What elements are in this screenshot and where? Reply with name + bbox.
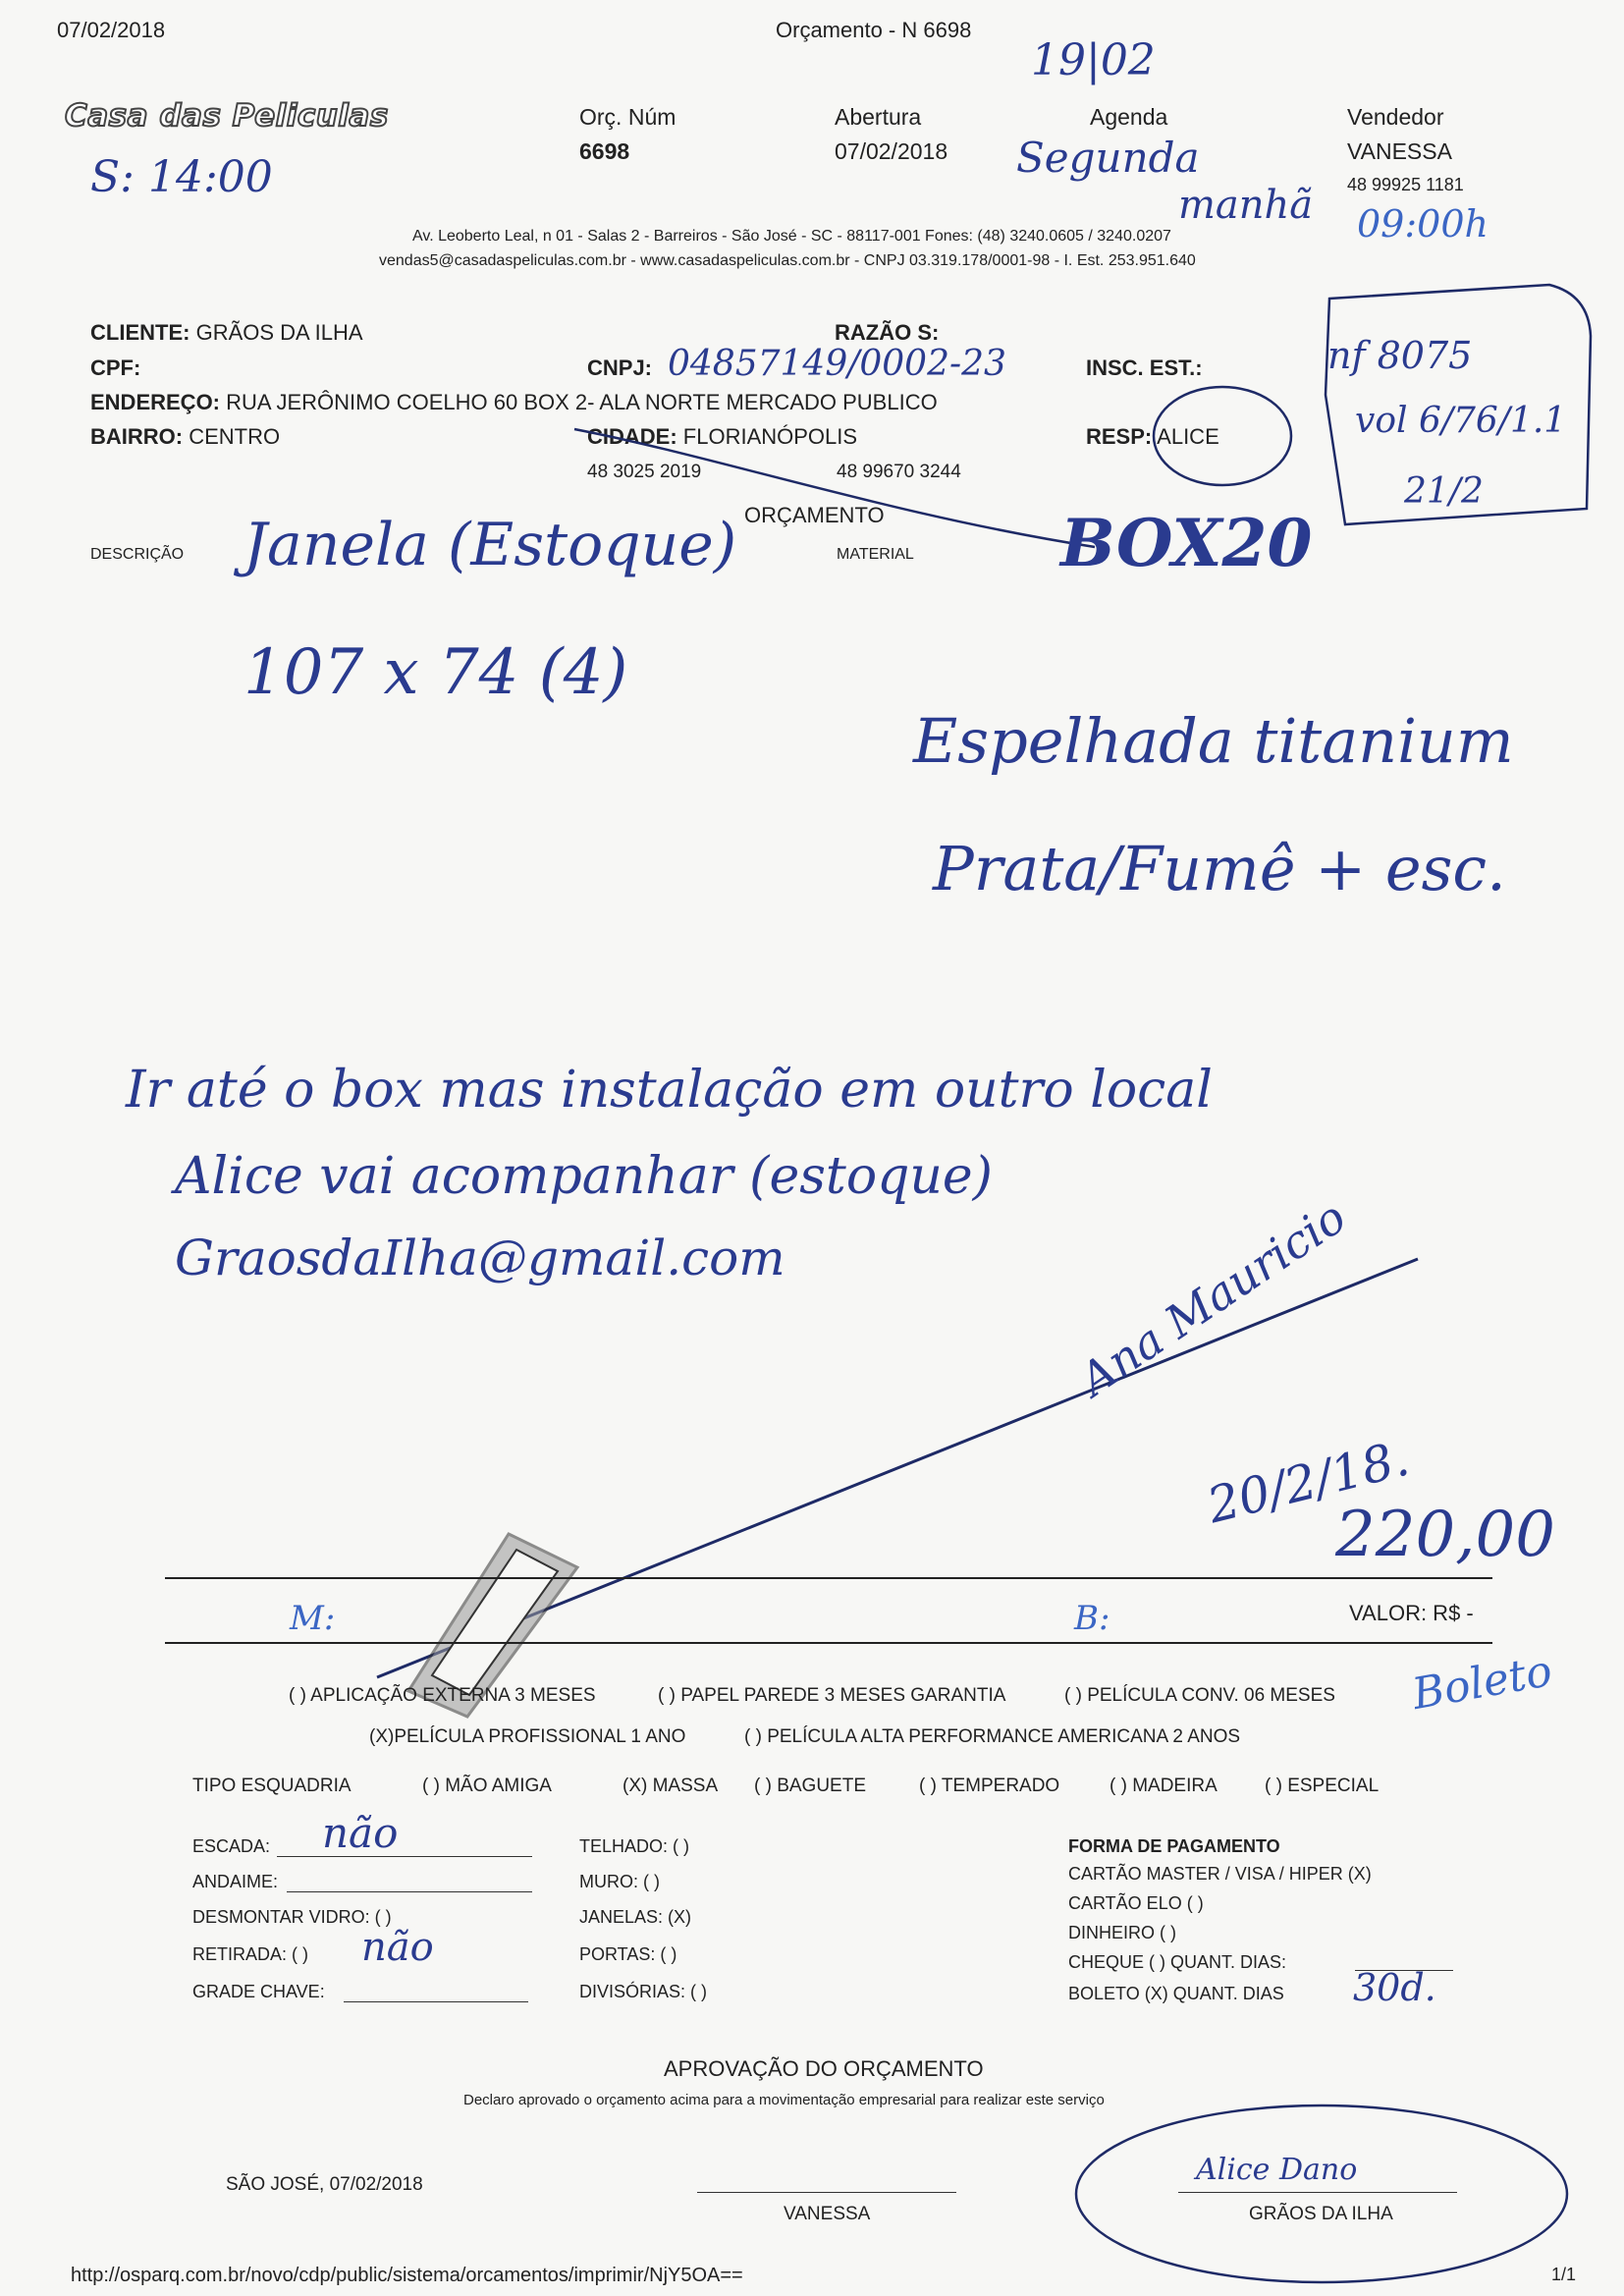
field-andaime: ANDAIME: [192, 1872, 279, 1891]
insc-label: INSC. EST.: [1086, 355, 1203, 380]
cnpj-label: CNPJ: [587, 355, 653, 380]
approval-place-date: SÃO JOSÉ, 07/02/2018 [226, 2174, 423, 2195]
hw-quant-dias[interactable]: 30d. [1353, 1966, 1436, 2009]
hw-boleto: Boleto [1408, 1645, 1556, 1721]
payment-cartao-elo[interactable]: CARTÃO ELO ( ) [1068, 1893, 1204, 1913]
hw-nf2: vol 6/76/1.1 [1355, 401, 1567, 441]
client-bairro: CENTRO [189, 424, 281, 449]
client-signature-name: GRÃOS DA ILHA [1249, 2204, 1393, 2224]
meta-orc-value: 6698 [579, 138, 630, 164]
esquadria-label: TIPO ESQUADRIA [192, 1776, 352, 1796]
client-name: GRÃOS DA ILHA [195, 320, 363, 345]
option-papel-parede[interactable]: ( ) PAPEL PAREDE 3 MESES GARANTIA [658, 1685, 1006, 1706]
meta-vendedor-label: Vendedor [1347, 104, 1444, 130]
hw-agenda-note1: Segunda [1016, 134, 1200, 182]
hw-date-top: 19|02 [1031, 35, 1156, 85]
client-resp: ALICE [1157, 424, 1219, 449]
endereco-label: ENDEREÇO: [90, 390, 221, 414]
valor-label: VALOR: R$ - [1349, 1601, 1474, 1625]
hw-retirada[interactable]: não [361, 1925, 434, 1970]
hw-note3: GraosdaIlha@gmail.com [175, 1230, 785, 1286]
approval-title: APROVAÇÃO DO ORÇAMENTO [664, 2056, 984, 2081]
hw-cnpj: 04857149/0002-23 [668, 344, 1006, 384]
andaime-line [287, 1891, 532, 1892]
hw-mat1: Espelhada titanium [913, 705, 1514, 777]
hw-signoff1: Ana Mauricio [1069, 1189, 1356, 1406]
hw-client-signature: Alice Dano [1196, 2153, 1358, 2187]
hw-time-blue: 09:00h [1357, 202, 1489, 246]
hw-signoff2: 20/2/18. [1202, 1429, 1415, 1535]
company-contacts: vendas5@casadaspeliculas.com.br - www.casadaspeliculas.com.br - CNPJ 03.319.178/0001-98 - I. Est. 253.951.640 [379, 252, 1196, 269]
orcamento-title: ORÇAMENTO [744, 503, 885, 527]
meta-vendedor-value: VANESSA [1347, 138, 1452, 164]
cpf-label: CPF: [90, 355, 141, 380]
client-cidade: FLORIANÓPOLIS [682, 424, 858, 449]
hw-b-mark: B: [1074, 1599, 1110, 1638]
hw-escada[interactable]: não [322, 1809, 399, 1857]
hw-mat2: Prata/Fumê + esc. [933, 833, 1506, 904]
hw-schedule-time: S: 14:00 [90, 152, 273, 202]
option-pelicula-profissional[interactable]: (X)PELÍCULA PROFISSIONAL 1 ANO [369, 1726, 686, 1747]
field-janelas[interactable]: JANELAS: (X) [579, 1907, 692, 1927]
option-pelicula-alta-performance[interactable]: ( ) PELÍCULA ALTA PERFORMANCE AMERICANA 2 ANOS [744, 1726, 1241, 1747]
client-label: CLIENTE: [90, 320, 190, 345]
meta-orc-label: Orç. Núm [579, 104, 677, 130]
client-address: RUA JERÔNIMO COELHO 60 BOX 2- ALA NORTE MERCADO PUBLICO [226, 390, 938, 414]
payment-title: FORMA DE PAGAMENTO [1068, 1836, 1280, 1856]
payment-cheque[interactable]: CHEQUE ( ) QUANT. DIAS: [1068, 1952, 1287, 1972]
material-label: MATERIAL [837, 546, 914, 563]
resp-circle [1149, 381, 1296, 491]
option-aplicacao[interactable]: ( ) APLICAÇÃO EXTERNA 3 MESES [289, 1685, 596, 1706]
hw-desc1: Janela (Estoque) [244, 511, 737, 579]
footer-page: 1/1 [1551, 2265, 1577, 2284]
field-divisorias[interactable]: DIVISÓRIAS: ( ) [579, 1982, 708, 2001]
option-pelicula-conv[interactable]: ( ) PELÍCULA CONV. 06 MESES [1064, 1685, 1335, 1706]
seller-signature-line [697, 2192, 956, 2193]
esquadria-mao-amiga[interactable]: ( ) MÃO AMIGA [422, 1776, 552, 1796]
payment-cartao-master[interactable]: CARTÃO MASTER / VISA / HIPER (X) [1068, 1864, 1372, 1884]
client-phone2: 48 99670 3244 [837, 462, 961, 482]
hw-box: BOX20 [1060, 505, 1313, 581]
meta-vendedor-phone: 48 99925 1181 [1347, 175, 1464, 194]
valor-rule-top [165, 1577, 1492, 1579]
escada-line [277, 1856, 532, 1857]
esquadria-massa[interactable]: (X) MASSA [623, 1776, 719, 1796]
hw-desc2: 107 x 74 (4) [244, 636, 628, 709]
resp-label: RESP: [1086, 424, 1153, 449]
client-phone1: 48 3025 2019 [587, 462, 702, 482]
payment-dinheiro[interactable]: DINHEIRO ( ) [1068, 1923, 1176, 1942]
field-grade-chave: GRADE CHAVE: [192, 1982, 325, 2001]
meta-agenda-label: Agenda [1090, 104, 1168, 130]
payment-boleto[interactable]: BOLETO (X) QUANT. DIAS [1068, 1984, 1284, 2003]
valor-rule-bottom [165, 1642, 1492, 1644]
hw-note1: Ir até o box mas instalação em outro local [126, 1061, 1213, 1120]
company-address: Av. Leoberto Leal, n 01 - Salas 2 - Barreiros - São José - SC - 88117-001 Fones: (48) 3240.0605 / 3240.0207 [412, 228, 1171, 245]
hw-m-mark: M: [290, 1599, 336, 1638]
field-muro[interactable]: MURO: ( ) [579, 1872, 660, 1891]
print-title: Orçamento - N 6698 [776, 18, 972, 42]
field-portas[interactable]: PORTAS: ( ) [579, 1944, 677, 1964]
bairro-row [90, 424, 280, 450]
esquadria-madeira[interactable]: ( ) MADEIRA [1110, 1776, 1218, 1796]
descricao-label: DESCRIÇÃO [90, 546, 185, 563]
cidade-label: CIDADE: [587, 424, 677, 449]
hw-amount: 220,00 [1335, 1499, 1555, 1571]
company-logo: Casa das Peliculas [65, 98, 389, 134]
field-telhado[interactable]: TELHADO: ( ) [579, 1836, 690, 1856]
meta-abertura-value: 07/02/2018 [835, 138, 948, 164]
esquadria-temperado[interactable]: ( ) TEMPERADO [919, 1776, 1060, 1796]
seller-signature-name: VANESSA [784, 2204, 871, 2224]
approval-text: Declaro aprovado o orçamento acima para a movimentação empresarial para realizar este serviço [463, 2092, 1105, 2108]
grade-chave-line [344, 2001, 528, 2002]
client-signature-line [1178, 2192, 1457, 2193]
field-retirada[interactable]: RETIRADA: ( ) [192, 1944, 309, 1964]
field-desmontar-vidro[interactable]: DESMONTAR VIDRO: ( ) [192, 1907, 392, 1927]
print-date: 07/02/2018 [57, 18, 166, 42]
esquadria-baguete[interactable]: ( ) BAGUETE [754, 1776, 867, 1796]
esquadria-especial[interactable]: ( ) ESPECIAL [1265, 1776, 1380, 1796]
address-row [90, 390, 938, 415]
footer-url[interactable]: http://osparq.com.br/novo/cdp/public/sistema/orcamentos/imprimir/NjY5OA== [71, 2265, 743, 2286]
meta-abertura-label: Abertura [835, 104, 922, 130]
hw-nf3: 21/2 [1404, 471, 1484, 512]
hw-agenda-note2: manhã [1178, 183, 1314, 228]
field-escada: ESCADA: [192, 1836, 271, 1856]
bairro-label: BAIRRO: [90, 424, 184, 449]
hw-nf1: nf 8075 [1327, 334, 1473, 377]
client-name-row [90, 320, 363, 346]
razao-label: RAZÃO S: [835, 320, 940, 345]
hw-note2: Alice vai acompanhar (estoque) [175, 1147, 993, 1206]
